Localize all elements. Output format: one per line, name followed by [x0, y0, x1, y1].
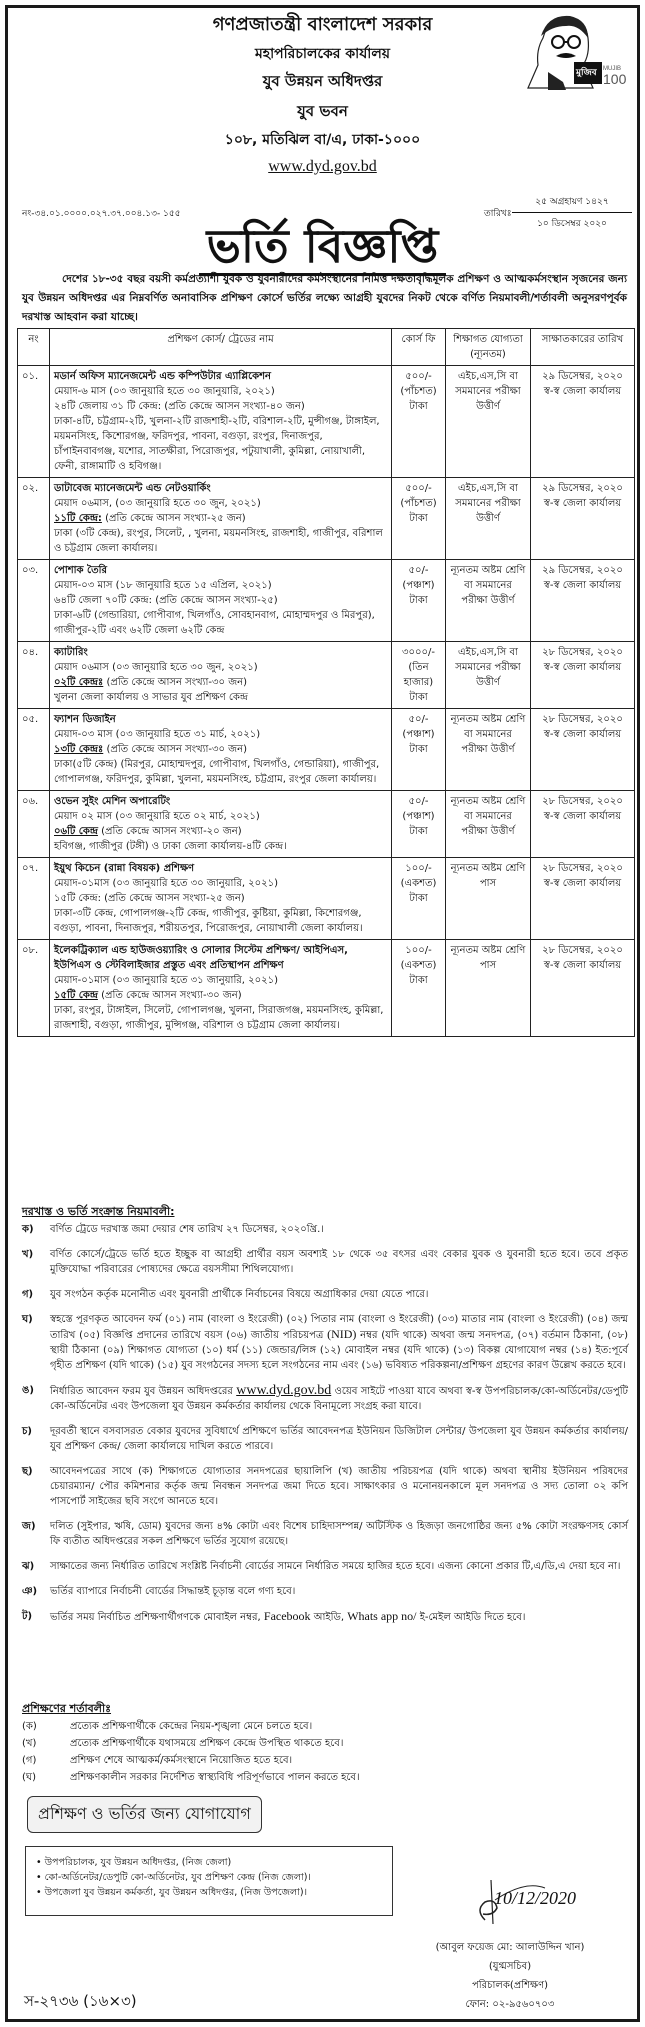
logo-text-bn: মুজিব [576, 68, 597, 78]
course-locations: ঢাকা-৬টি (গেন্ডারিয়া, গোপীবাগ, খিলগাঁও, সোবহানবাগ, মোহাম্মদপুর ও মিরপুর), গাজীপুর-২টি এবং ৬২টি জেলা ৬২টি কেন্দ্র [54, 610, 375, 636]
course-name: ক্যাটারিং [54, 647, 88, 658]
course-centers-line [54, 675, 387, 690]
rule-key: জ) [22, 1521, 36, 1532]
rule-key: গ) [22, 1289, 34, 1300]
course-name: ইলেকট্রিক্যাল এন্ড হাউজওয়্যারিং ও সোলার সিস্টেম প্রশিক্ষণ/ আইপিএস, ইউপিএস ও স্টেবিলাইজার প্রস্তুত এবং প্রতিস্থাপন প্রশিক্ষণ [54, 945, 348, 971]
header-fee: কোর্স ফি [392, 329, 446, 366]
course-name: পোশাক তৈরি [54, 565, 107, 576]
rule-text: সাক্ষাতের জন্য নির্ধারিত তারিখে সংশ্লিষ্ট নির্বাচনী বোর্ডের সামনে নির্ধারিত সময়ে হাজির হতে হবে। এজন্য কোনো প্রকার টি,এ/ডি,এ দেয়া হবে না। [50, 1561, 621, 1572]
date-bengali: ২৫ অগ্রহায়ণ ১৪২৭ [512, 194, 632, 213]
course-details [50, 709, 392, 791]
government-name: গণপ্রজাতন্ত্রী বাংলাদেশ সরকার [212, 14, 433, 35]
rule-key: ঙ) [22, 1385, 34, 1396]
condition-item [22, 1718, 522, 1735]
course-details [50, 478, 392, 560]
interview-date: ২৮ ডিসেম্বর, ২০২০ [542, 647, 623, 658]
interview-place: স্ব-স্ব জেলা কার্যালয় [543, 811, 622, 822]
course-centers-note: (প্রতি কেন্দ্রে আসন সংখ্যা-৩০ জন) [101, 990, 242, 1001]
course-qualification: ন্যূনতম অষ্টম শ্রেণি বা সমমানের পরীক্ষা উত্তীর্ণ [446, 560, 531, 642]
rules-title: দরখাস্ত ও ভর্তি সংক্রান্ত নিয়মাবলী: [22, 1205, 175, 1218]
rules-list [22, 1222, 628, 1635]
rule-item [22, 1247, 628, 1277]
table-row [18, 560, 635, 642]
rule-item [22, 1559, 628, 1574]
rule-text: ভর্তির সময় নির্বাচিত প্রশিক্ষণার্থীগণকে মোবাইল নম্বর, Facebook আইডি, Whats app no/ ই-মেইল আইডি দিতে হবে। [50, 1609, 526, 1623]
course-locations: ঢাকা (৩টি কেন্দ্র), রংপুর, সিলেট, , খুলনা, ময়মনসিংহ, রাজশাহী, গাজীপুর, বরিশাল ও চট্টগ্রাম জেলা কার্যালয়। [54, 528, 383, 554]
interview-place: স্ব-স্ব জেলা কার্যালয় [543, 662, 622, 673]
interview-place: স্ব-স্ব জেলা কার্যালয় [543, 960, 622, 971]
rule-key: ঝ) [22, 1561, 35, 1572]
course-locations: ঢাকা-৪টি, চট্টগ্রাম-২টি, খুলনা-২টি রাজশাহী-২টি, বরিশাল-২টি, মুন্সীগঞ্জ, টাঙ্গাইল, ময়মনসিংহ, কিশোরগঞ্জ, ফরিদপুর, পাবনা, বগুড়া, রংপুর, দিনাজপুর, চাঁপাইনবাবগঞ্জ, যশোর, সাতক্ষীরা, পিরোজপুর, পটুয়াখালী, কুমিল্লা, নোয়াখালী, ফেনী, রাঙ্গামাটি ও হবিগঞ্জ। [54, 416, 380, 472]
signature-date: 10/12/2020 [494, 1888, 577, 1908]
course-centers-line [54, 511, 387, 526]
course-interview [531, 642, 635, 709]
contact-item: • উপজেলা যুব উন্নয়ন কর্মকর্তা, যুব উন্নয়ন অধিদপ্তর, (নিজ উপজেলা)। [36, 1885, 382, 1900]
signatory-phone: ফোন: ০২-৯৫৬০৭০৩ [465, 1999, 555, 2010]
course-centers-line [54, 988, 387, 1003]
course-locations: খুলনা জেলা কার্যালয় ও সাভার যুব প্রশিক্ষণ কেন্দ্র [54, 692, 248, 703]
course-centers-line [54, 891, 387, 906]
course-duration: মেয়াদ-০৩ মাস (০৩ জানুয়ারি হতে ৩১ মার্চ, ২০২১) [54, 729, 261, 740]
header-course: প্রশিক্ষণ কোর্স/ ট্রেডের নাম [50, 329, 392, 366]
interview-place: স্ব-স্ব জেলা কার্যালয় [543, 498, 622, 509]
condition-text: প্রত্যেক প্রশিক্ষণার্থীকে কেন্দ্রের নিয়ম-শৃঙ্খলা মেনে চলতে হবে। [70, 1721, 313, 1732]
course-interview [531, 791, 635, 858]
rule-key: চ) [22, 1426, 32, 1437]
course-duration: মেয়াদ ০৬মাস, (০৩ জানুয়ারি হতে ৩০ জুন, ২০২১) [54, 498, 261, 509]
course-centers: ০২টি কেন্দ্রঃ [54, 677, 104, 688]
rule-text: আবেদনপত্রের সাথে (ক) শিক্ষাগতে যোগ্যতার সনদপত্রের ছায়ালিপি (খ) জাতীয় পরিচয়পত্র (যদি থাকে) অথবা স্থানীয় ইউনিয়ন পরিষদের চেয়ারম্যান/ পৌর কমিশনার কর্তৃক জন্ম নিবন্ধন সনদপত্র জমা দিতে হবে। সাক্ষাৎকার ও মনোনয়নকালে মূল সনদপত্র ও সদ্য তোলা ০২ কপি পাসপোর্ট সাইজের ছবি সংগে আনতে হবে। [50, 1466, 628, 1507]
contact-title: প্রশিক্ষণ ও ভর্তির জন্য যোগাযোগ [27, 1796, 262, 1833]
course-centers: ২৪টি জেলায় ৩১ টি কেন্দ্র: (প্রতি কেন্দ্রে আসন সংখ্যা-৪০ জন) [54, 401, 305, 412]
condition-item [22, 1769, 522, 1786]
course-number: ০১. [18, 366, 50, 478]
course-interview [531, 366, 635, 478]
contact-box [25, 1846, 393, 1916]
table-row [18, 940, 635, 1037]
course-interview [531, 709, 635, 791]
course-centers: ১১টি কেন্দ্র: [54, 513, 102, 524]
nid-label: (NID) [327, 1327, 357, 1341]
course-centers: ৬৪টি জেলা ৭০টি কেন্দ্র: (প্রতি কেন্দ্রে আসন সংখ্যা-২৫) [54, 595, 278, 606]
condition-item [22, 1735, 522, 1752]
signatory-name: (আবুল ফয়েজ মো: আলাউদ্দিন খান) [435, 1942, 585, 1953]
course-fee: ৫০০/- (পাঁচশত) টাকা [392, 366, 446, 478]
course-centers-line [54, 399, 387, 414]
interview-date: ২৮ ডিসেম্বর, ২০২০ [542, 945, 623, 956]
rule-text: বর্ণিত ট্রেডে দরখাস্ত জমা দেয়ার শেষ তারিখ ২৭ ডিসেম্বর, ২০২০খ্রি.। [50, 1224, 324, 1235]
rule-text: স্বহস্তে পূরণকৃত আবেদন ফর্ম (০১) নাম (বাংলা ও ইংরেজী) (০২) পিতার নাম (বাংলা ও ইংরেজী) (০৩) মাতার নাম (বাংলা ও ইংরেজী) (০৪) জন্ম তারিখ (০৫) বিজ্ঞপ্তি প্রদানের তারিখে বয়স (০৬) জাতীয় পরিচয়পত্র (NID) নম্বর (যদি থাকে) অথবা জন্ম সনদপত্র, (০৭) বর্তমান ঠিকানা, (০৮) স্থায়ী ঠিকানা (০৯) শিক্ষাগত যোগ্যতা (১০) ধর্ম (১১) জেন্ডার/লিঙ্গ (১২) মোবাইল নম্বর (যদি থাকে) (১৩) বিকল্প যোগাযোগ নম্বর (১৪) ইত:পূর্বে গৃহীত প্রশিক্ষণ (যদি থাকে) (১৫) যুব সংগঠনের সদস্য হলে সংগঠনের নাম এবং (১৬) ভবিষ্যত পরিকল্পনা/প্রশিক্ষণ গ্রহণের কারণ উল্লেখ করতে হবে। [50, 1314, 628, 1371]
contact-item: • কো-অর্ডিনেটর/ডেপুটি কো-অর্ডিনেটর, যুব প্রশিক্ষণ কেন্দ্র (নিজ জেলা)। [36, 1870, 382, 1885]
course-qualification: ন্যূনতম অষ্টম শ্রেণি পাস [446, 858, 531, 940]
course-number: ০২. [18, 478, 50, 560]
course-fee: ৫০/- (পঞ্চাশ) টাকা [392, 709, 446, 791]
course-interview [531, 858, 635, 940]
interview-date: ২৯ ডিসেম্বর, ২০২০ [542, 483, 623, 494]
course-locations: ঢাকা, রংপুর, টাঙ্গাইল, সিলেট, গোপালগঞ্জ, খুলনা, সিরাজগঞ্জ, ময়মনসিংহ, কুমিল্লা, রাজশাহী, বগুড়া, গাজীপুর, মুন্সিগঞ্জ, বরিশাল ও চট্টগ্রাম জেলা কার্যালয়। [54, 1005, 384, 1031]
courses-table [17, 328, 635, 1037]
course-interview [531, 478, 635, 560]
rule-item [22, 1383, 628, 1414]
mujib-100-logo [508, 10, 628, 90]
course-number: ০৪. [18, 642, 50, 709]
condition-text: প্রশিক্ষণকালীন সরকার নির্দেশিত স্বাস্থ্যবিধি পরিপূর্ণভাবে পালন করতে হবে। [70, 1772, 360, 1783]
date-label: তারিখঃ [484, 209, 512, 219]
course-qualification: এইচ,এস,সি বা সমমানের পরীক্ষা উত্তীর্ণ [446, 478, 531, 560]
course-qualification: ন্যূনতম অষ্টম শ্রেণি পাস [446, 940, 531, 1037]
table-row [18, 791, 635, 858]
signatory-rank: (যুগ্মসচিব) [488, 1961, 532, 1972]
reference-number: স-২৭৩৬ (১৬×৩) [24, 1992, 137, 2010]
table-row [18, 478, 635, 560]
course-fee: ১০০/- (একশত) টাকা [392, 940, 446, 1037]
course-number: ০৬. [18, 791, 50, 858]
header-qualification: শিক্ষাগত যোগ্যতা (ন্যূনতম) [446, 329, 531, 366]
memo-number: নং-৩৪.০১.০০০০.০২৭.৩৭.০০৪.১৩- ১৫৫ [22, 209, 181, 219]
rule-key: ছ) [22, 1466, 33, 1477]
course-details [50, 858, 392, 940]
course-fee: ৫০০/- (পাঁচশত) টাকা [392, 478, 446, 560]
website-link[interactable]: www.dyd.gov.bd [268, 158, 377, 175]
interview-date: ২৮ ডিসেম্বর, ২০২০ [542, 863, 623, 874]
table-row [18, 366, 635, 478]
condition-key: (ঘ) [22, 1772, 36, 1783]
course-number: ০৮. [18, 940, 50, 1037]
course-centers-line [54, 824, 387, 839]
rule-item [22, 1222, 628, 1237]
office-name: মহাপরিচালকের কার্যালয় [254, 46, 391, 62]
course-centers-note: (প্রতি কেন্দ্রে আসন সংখ্যা-৩০ জন) [106, 677, 248, 688]
course-details [50, 791, 392, 858]
interview-place: স্ব-স্ব জেলা কার্যালয় [543, 729, 622, 740]
course-locations: ঢাকা(৫টি কেন্দ্র) (মিরপুর, মোহাম্মদপুর, গোপীবাগ, খিলগাঁও, গেন্ডারিয়া), গাজীপুর, গোপালগঞ্জ, ফরিদপুর, কুমিল্লা, খুলনা, ময়মনসিংহ, চট্টগ্রাম, রংপুর জেলা কার্যালয়। [54, 759, 380, 785]
interview-place: স্ব-স্ব জেলা কার্যালয় [543, 580, 622, 591]
course-centers: ০৬টি কেন্দ্র [54, 826, 98, 837]
course-number: ০৭. [18, 858, 50, 940]
course-duration: মেয়াদ-০৩ মাস (১৮ জানুয়ারি হতে ১৫ এপ্রিল, ২০২১) [54, 580, 272, 591]
rule-text: যুব সংগঠন কর্তৃক মনোনীত এবং যুবনারী প্রার্থীকে নির্বাচনের বিষয়ে অগ্রাধিকার দেয়া যেতে পারে। [50, 1289, 429, 1300]
contact-item: • উপপরিচালক, যুব উন্নয়ন অধিদপ্তর, (নিজ জেলা) [36, 1855, 382, 1870]
signatory-designation: পরিচালক(প্রশিক্ষণ) [471, 1980, 549, 1991]
header-interview: সাক্ষাতকারের তারিখ [531, 329, 635, 366]
intro-paragraph: দেশের ১৮-৩৫ বছর বয়সী কর্মপ্রত্যাশী যুবক ও যুবনারীদের কর্মসংস্থানের নিমিত্ত দক্ষতাবৃদ্ধিমূলক প্রশিক্ষণ ও আত্মকর্মসংস্থান সৃজনের জন্য যুব উন্নয়ন অধিদপ্তর এর নিম্নবর্ণিত অনাবাসিক প্রশিক্ষণ কোর্সে ভর্তির লক্ষ্যে আগ্রহী যুবদের নিকট থেকে বর্ণিত নিয়মাবলী/শর্তাবলী অনুসরণপূর্বক দরখাস্ত আহবান করা যাচ্ছে। [22, 273, 627, 323]
conditions-title: প্রশিক্ষণের শর্তাবলীঃ [22, 1702, 112, 1715]
condition-text: প্রত্যেক প্রশিক্ষণার্থীকে যথাসময়ে প্রশিক্ষণ কেন্দ্রে উপস্থিত থাকতে হবে। [70, 1738, 344, 1749]
course-duration: মেয়াদ-০১মাস (০৩ জানুয়ারি হতে ৩১ জানুয়ারি, ২০২১) [54, 975, 279, 986]
course-qualification: এইচ,এস,সি বা সমমানের পরীক্ষা উত্তীর্ণ [446, 642, 531, 709]
condition-item [22, 1752, 522, 1769]
interview-place: স্ব-স্ব জেলা কার্যালয় [543, 878, 622, 889]
course-locations: ঢাকা-৩টি কেন্দ্র, গোপালগঞ্জ-২টি কেন্দ্র, গাজীপুর, কুষ্টিয়া, কুমিল্লা, কিশোরগঞ্জ, বগুড়া, পাবনা, দিনাজপুর, শরীয়তপুর, পিরোজপুর, নোয়াখালী জেলা কার্যালয়। [54, 908, 363, 934]
conditions-list [22, 1718, 522, 1786]
rule-item [22, 1519, 628, 1549]
rule-key: ঞ) [22, 1586, 38, 1597]
rule-key: খ) [22, 1249, 34, 1260]
course-centers-line [54, 742, 387, 757]
building-name: যুব ভবন [297, 102, 348, 120]
interview-place: স্ব-স্ব জেলা কার্যালয় [543, 386, 622, 397]
rule-item [22, 1287, 628, 1302]
course-number: ০৩. [18, 560, 50, 642]
course-duration: মেয়াদ ০৬মাস (০৩ জানুয়ারি হতে ৩০ জুন, ২০২১) [54, 662, 258, 673]
course-centers: ১৫টি কেন্দ্র: (প্রতি কেন্দ্রে আসন সংখ্যা-২৫ জন) [54, 893, 245, 904]
course-locations: হবিগঞ্জ, গাজীপুর (টঙ্গী) ও ঢাকা জেলা কার্যালয়-৪টি কেন্দ্র। [54, 841, 287, 852]
header-no: নং [18, 329, 50, 366]
rule-text: নির্ধারিত আবেদন ফরম যুব উন্নয়ন অধিদপ্তরের www.dyd.gov.bd ওয়েব সাইটে পাওয়া যাবে অথবা স্ব-স্ব উপপরিচালক/কো-অর্ডিনেটর/ডেপুটি কো-অর্ডিনেটর এবং উপজেলা যুব উন্নয়ন কর্মকর্তার কার্যালয় থেকে বিনামূল্যে সংগ্রহ করা যাবে। [50, 1383, 629, 1412]
course-qualification: ন্যূনতম অষ্টম শ্রেণি বা সমমানের পরীক্ষা উত্তীর্ণ [446, 791, 531, 858]
course-centers-note: (প্রতি কেন্দ্রে আসন সংখ্যা-২০ জন) [101, 826, 242, 837]
table-row [18, 709, 635, 791]
condition-key: (ক) [22, 1721, 37, 1732]
rule-item [22, 1464, 628, 1509]
course-name: ডাটাবেজ ম্যানেজমেন্ট এন্ড নেটওয়ার্কিং [54, 483, 211, 494]
course-details [50, 642, 392, 709]
signatory-block [410, 1938, 610, 2014]
course-name: ফ্যাশন ডিজাইন [54, 714, 116, 725]
course-duration: মেয়াদ ০২ মাস (০৩ জানুয়ারি হতে ০২ মার্চ, ২০২১) [54, 811, 260, 822]
course-name: মডার্ন অফিস ম্যানেজমেন্ট এন্ড কম্পিউটার এ্যাপ্লিকেশন [54, 371, 272, 382]
date-gregorian: ১০ ডিসেম্বর ২০২০ [537, 219, 607, 229]
department-name: যুব উন্নয়ন অধিদপ্তর [262, 72, 383, 90]
rule-key: ঘ) [22, 1314, 33, 1325]
rule-item [22, 1424, 628, 1454]
course-name: ওভেন সুইং মেশিন অপারেটিং [54, 796, 171, 807]
course-centers-note: (প্রতি কেন্দ্রে আসন সংখ্যা-৩০ জন) [106, 744, 248, 755]
course-name: ইয়ুথ কিচেন (রান্না বিষয়ক) প্রশিক্ষণ [54, 863, 195, 874]
logo-text-en: MUJIB [603, 66, 621, 72]
interview-date: ২৮ ডিসেম্বর, ২০২০ [542, 796, 623, 807]
course-interview [531, 940, 635, 1037]
course-number: ০৫. [18, 709, 50, 791]
website-link[interactable]: www.dyd.gov.bd [236, 1383, 332, 1398]
interview-date: ২৯ ডিসেম্বর, ২০২০ [542, 371, 623, 382]
rule-key: ক) [22, 1224, 34, 1235]
course-details [50, 940, 392, 1037]
course-duration: মেয়াদ-৬ মাস (০৩ জানুয়ারি হতে ৩০ জানুয়ারি, ২০২১) [54, 386, 275, 397]
svg-text:100: 100 [603, 71, 627, 87]
course-fee: ১০০/- (একশত) টাকা [392, 858, 446, 940]
rule-text: বর্ণিত কোর্সে/ট্রেডে ভর্তি হতে ইচ্ছুক বা আগ্রহী প্রার্থীর বয়স অবশ্যই ১৮ থেকে ৩৫ বৎসর এবং বেকার যুবক ও যুবনারী হতে হবে। তবে প্রকৃত মুক্তিযোদ্ধা পরিবারের পোষ্যদের ক্ষেত্রে বয়সসীমা শিথিলযোগ্য। [50, 1249, 628, 1275]
course-centers: ১৩টি কেন্দ্রঃ [54, 744, 104, 755]
interview-date: ২৯ ডিসেম্বর, ২০২০ [542, 565, 623, 576]
page-title: ভর্তি বিজ্ঞপ্তি [0, 212, 645, 288]
course-fee: ৫০/- (পঞ্চাশ) টাকা [392, 791, 446, 858]
condition-key: (খ) [22, 1738, 37, 1749]
course-fee: ৩০০০/- (তিন হাজার) টাকা [392, 642, 446, 709]
interview-date: ২৮ ডিসেম্বর, ২০২০ [542, 714, 623, 725]
course-centers: ১৫টি কেন্দ্র [54, 990, 98, 1001]
rule-item [22, 1584, 628, 1599]
address: ১০৮, মতিঝিল বা/এ, ঢাকা-১০০০ [224, 132, 421, 148]
course-qualification: ন্যূনতম অষ্টম শ্রেণি বা সমমানের পরীক্ষা উত্তীর্ণ [446, 709, 531, 791]
course-fee: ৫০/- (পঞ্চাশ) টাকা [392, 560, 446, 642]
course-qualification: এইচ,এস,সি বা সমমানের পরীক্ষা উত্তীর্ণ [446, 366, 531, 478]
rule-item [22, 1312, 628, 1373]
rule-text: দলিত (সুইপার, ঋষি, ডোম) যুবদের জন্য ৪% কোটা এবং বিশেষ চাহিদাসম্পন্ন/ অটিস্টিক ও হিজড়া জনগোষ্ঠির জন্য ৫% কোটা সংরক্ষণসহ কোর্স ফি ব্যতীত অধিদপ্তরের সকল প্রশিক্ষণে ভর্তির সুযোগ রয়েছে। [50, 1521, 628, 1547]
rule-text: দূরবর্তী স্থানে বসবাসরত বেকার যুবদের সুবিধার্থে প্রশিক্ষণে ভর্তির আবেদনপত্র ইউনিয়ন ডিজিটাল সেন্টার/ উপজেলা যুব উন্নয়ন কর্মকর্তার কার্যালয়/যুব প্রশিক্ষণ কেন্দ্র/ জেলা কার্যালয়ে দাখিল করতে পারবে। [50, 1426, 628, 1452]
course-centers-note: (প্রতি কেন্দ্রে আসন সংখ্যা-২৫ জন) [105, 513, 246, 524]
table-row [18, 858, 635, 940]
course-interview [531, 560, 635, 642]
rule-item [22, 1609, 628, 1625]
table-header-row [18, 329, 635, 366]
course-details [50, 366, 392, 478]
condition-text: প্রশিক্ষণ শেষে আত্মকর্ম/কর্মসংস্থানে নিয়োজিত হতে হবে। [70, 1755, 293, 1766]
condition-key: (গ) [22, 1755, 37, 1766]
rule-text: ভর্তির ব্যাপারে নির্বাচনী বোর্ডের সিদ্ধান্তই চূড়ান্ত বলে গণ্য হবে। [50, 1586, 296, 1597]
course-duration: মেয়াদ-০১মাস (০৩ জানুয়ারি হতে ৩০ জানুয়ারি, ২০২১) [54, 878, 279, 889]
course-details [50, 560, 392, 642]
rule-key: ট) [22, 1611, 33, 1622]
table-row [18, 642, 635, 709]
course-centers-line [54, 593, 387, 608]
